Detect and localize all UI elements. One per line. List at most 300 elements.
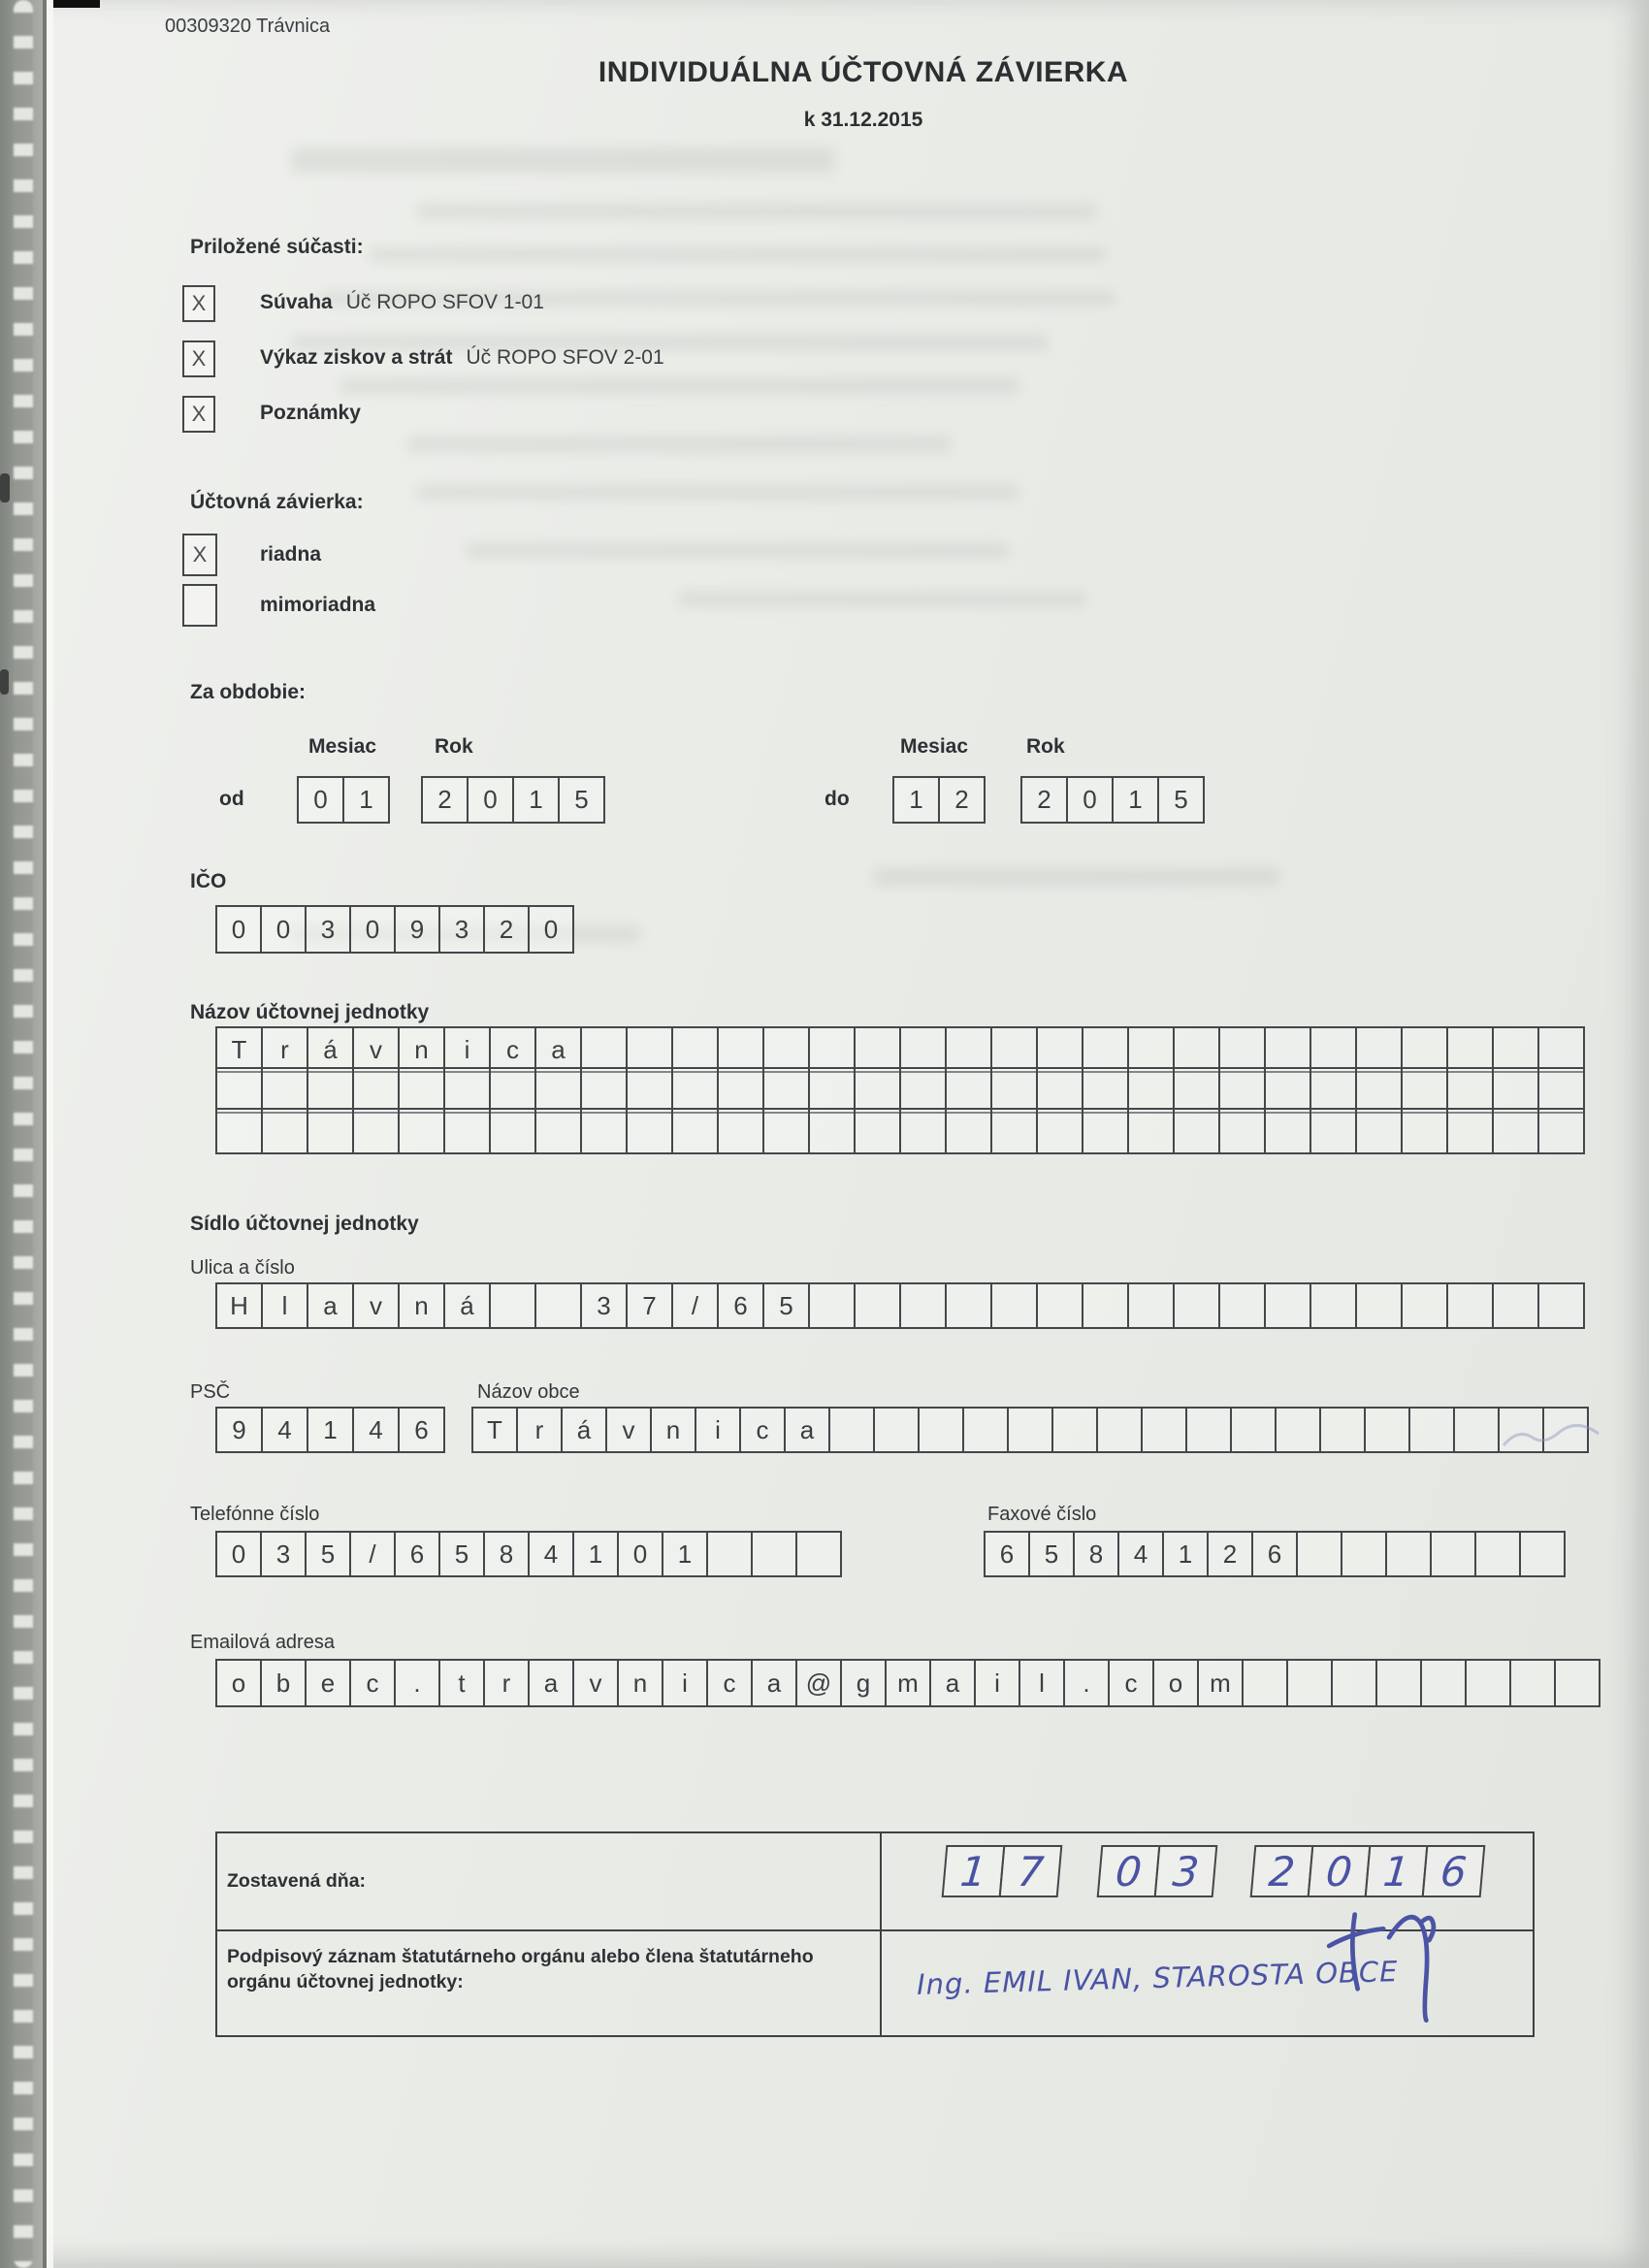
grid-cell [1218, 1108, 1266, 1154]
grid-cell [1492, 1067, 1539, 1114]
grid-cell: v [352, 1026, 400, 1073]
grid-cell: 3 [1154, 1845, 1218, 1897]
grid-cell: 1 [342, 776, 390, 824]
checkbox-mark: X [191, 346, 207, 371]
compiled-year-boxes [1252, 1845, 1483, 1897]
grid-cell [1430, 1531, 1476, 1577]
grid-cell: 1 [662, 1531, 708, 1577]
grid-cell: c [739, 1407, 786, 1453]
grid-cell: á [443, 1282, 491, 1329]
grid-cell [962, 1407, 1009, 1453]
grid-cell: 1 [942, 1845, 1006, 1897]
attachment-label-suvaha: Súvaha Úč ROPO SFOV 1-01 [260, 291, 544, 313]
grid-cell: r [483, 1659, 530, 1707]
grid-cell: i [974, 1659, 1020, 1707]
grid-cell: r [516, 1407, 563, 1453]
grid-cell: m [1197, 1659, 1244, 1707]
grid-cell: 6 [394, 1531, 440, 1577]
grid-cell: 2 [1250, 1845, 1314, 1897]
grid-cell: a [307, 1282, 354, 1329]
grid-cell [1310, 1067, 1357, 1114]
grid-cell [990, 1067, 1038, 1114]
grid-cell: 1 [572, 1531, 619, 1577]
psc-label: PSČ [190, 1381, 231, 1403]
grid-cell: 0 [467, 776, 514, 824]
grid-cell [1127, 1026, 1175, 1073]
attachment-label-poznamky: Poznámky [260, 402, 361, 424]
form-code: Úč ROPO SFOV 2-01 [466, 346, 664, 369]
bleedthrough-artifact [873, 868, 1280, 886]
grid-cell [1036, 1026, 1083, 1073]
grid-cell: 0 [349, 905, 396, 954]
grid-cell [1173, 1108, 1220, 1154]
grid-cell [1355, 1067, 1403, 1114]
grid-cell [1036, 1067, 1083, 1114]
handwritten-signatory-name: Ing. EMIL IVAN, STAROSTA OBCE [916, 1955, 1399, 2001]
grid-cell [1051, 1407, 1098, 1453]
grid-cell [751, 1531, 797, 1577]
grid-cell: 2 [1207, 1531, 1253, 1577]
grid-cell: 0 [215, 905, 262, 954]
grid-cell: 1 [307, 1407, 354, 1453]
grid-cell [1385, 1531, 1432, 1577]
grid-cell: l [261, 1282, 308, 1329]
town-boxes [471, 1407, 1589, 1453]
to-month-boxes [892, 776, 986, 824]
grid-cell [1474, 1531, 1521, 1577]
year-label-from: Rok [435, 735, 473, 758]
email-boxes [215, 1659, 1600, 1707]
binder-spiral-texture [14, 0, 33, 2268]
year-label-to: Rok [1026, 735, 1065, 758]
grid-cell [1401, 1282, 1448, 1329]
grid-cell [580, 1108, 628, 1154]
grid-cell [1355, 1108, 1403, 1154]
grid-cell [762, 1108, 810, 1154]
grid-cell [307, 1067, 354, 1114]
grid-cell [1492, 1108, 1539, 1154]
grid-cell: á [561, 1407, 607, 1453]
grid-cell [1310, 1026, 1357, 1073]
grid-cell: i [662, 1659, 708, 1707]
from-label: od [219, 788, 244, 810]
street-boxes [215, 1282, 1585, 1329]
grid-cell: 3 [438, 905, 485, 954]
grid-cell: 2 [938, 776, 986, 824]
grid-cell [1446, 1282, 1494, 1329]
checkbox-mimoriadna [182, 584, 217, 627]
grid-cell [1401, 1067, 1448, 1114]
table-column-divider [880, 1833, 882, 2035]
grid-cell: 4 [1117, 1531, 1164, 1577]
grid-cell [1446, 1108, 1494, 1154]
grid-cell: . [1063, 1659, 1110, 1707]
attachments-heading: Priložené súčasti: [190, 236, 364, 258]
grid-cell [717, 1067, 764, 1114]
grid-cell [945, 1026, 992, 1073]
grid-cell [1319, 1407, 1366, 1453]
compiled-day-boxes [944, 1845, 1060, 1897]
grid-cell: 1 [1112, 776, 1159, 824]
grid-cell [1509, 1659, 1556, 1707]
grid-cell [352, 1108, 400, 1154]
bleedthrough-artifact [417, 485, 1018, 500]
grid-cell: c [1108, 1659, 1154, 1707]
grid-cell [215, 1108, 263, 1154]
grid-cell [1519, 1531, 1566, 1577]
grid-cell [398, 1108, 445, 1154]
closing-heading: Účtovná závierka: [190, 491, 364, 513]
grid-cell [1401, 1026, 1448, 1073]
grid-cell [534, 1067, 582, 1114]
grid-cell [1185, 1407, 1232, 1453]
grid-cell [1173, 1067, 1220, 1114]
checkbox-mark: X [192, 542, 208, 567]
entity-name-row1 [215, 1026, 1585, 1073]
grid-cell [899, 1108, 947, 1154]
grid-cell: 1 [1162, 1531, 1209, 1577]
checkbox-mark: X [191, 291, 207, 315]
grid-cell: b [260, 1659, 307, 1707]
entity-name-row2 [215, 1067, 1585, 1114]
grid-cell [1465, 1659, 1511, 1707]
grid-cell [1036, 1282, 1083, 1329]
grid-cell [1218, 1067, 1266, 1114]
page-title: INDIVIDUÁLNA ÚČTOVNÁ ZÁVIERKA [598, 56, 1129, 88]
grid-cell [1492, 1026, 1539, 1073]
street-label: Ulica a číslo [190, 1257, 295, 1279]
grid-cell [443, 1108, 491, 1154]
grid-cell: v [605, 1407, 652, 1453]
grid-cell [1401, 1108, 1448, 1154]
grid-cell [990, 1282, 1038, 1329]
compiled-month-boxes [1099, 1845, 1215, 1897]
grid-cell [1036, 1108, 1083, 1154]
to-year-boxes [1020, 776, 1205, 824]
bleedthrough-artifact [407, 437, 951, 452]
to-label: do [824, 788, 850, 810]
fax-label: Faxové číslo [987, 1504, 1097, 1525]
grid-cell [854, 1067, 901, 1114]
grid-cell [706, 1531, 753, 1577]
grid-cell: a [534, 1026, 582, 1073]
grid-cell: a [784, 1407, 830, 1453]
entity-name-label: Názov účtovnej jednotky [190, 1001, 430, 1023]
grid-cell [1275, 1407, 1321, 1453]
grid-cell: t [438, 1659, 485, 1707]
grid-cell: 3 [305, 905, 351, 954]
grid-cell: n [650, 1407, 696, 1453]
registration-id: 00309320 Trávnica [165, 16, 331, 37]
month-label-to: Mesiac [900, 735, 969, 758]
grid-cell [307, 1108, 354, 1154]
grid-cell: 0 [1097, 1845, 1161, 1897]
grid-cell: 0 [260, 905, 307, 954]
grid-cell [489, 1067, 536, 1114]
grid-cell [1127, 1282, 1175, 1329]
grid-cell: a [929, 1659, 976, 1707]
grid-cell [1492, 1282, 1539, 1329]
grid-cell: / [349, 1531, 396, 1577]
grid-cell: 6 [1251, 1531, 1298, 1577]
grid-cell [1341, 1531, 1387, 1577]
grid-cell: n [398, 1026, 445, 1073]
scan-top-mark [53, 0, 100, 8]
checkbox-vykaz [182, 340, 215, 377]
grid-cell [1141, 1407, 1187, 1453]
grid-cell: n [398, 1282, 445, 1329]
grid-cell [762, 1067, 810, 1114]
grid-cell: c [489, 1026, 536, 1073]
grid-cell [808, 1026, 856, 1073]
grid-cell: c [706, 1659, 753, 1707]
grid-cell [1446, 1026, 1494, 1073]
grid-cell [489, 1282, 536, 1329]
grid-cell [352, 1067, 400, 1114]
grid-cell: @ [795, 1659, 842, 1707]
email-label: Emailová adresa [190, 1632, 335, 1653]
bleedthrough-artifact [369, 247, 1106, 262]
grid-cell [580, 1026, 628, 1073]
bleedthrough-artifact [340, 378, 1018, 394]
period-heading: Za obdobie: [190, 681, 306, 703]
grid-cell [1264, 1108, 1311, 1154]
bleedthrough-artifact [417, 204, 1096, 219]
grid-cell [1173, 1282, 1220, 1329]
grid-cell: H [215, 1282, 263, 1329]
grid-cell [1310, 1282, 1357, 1329]
form-code: Úč ROPO SFOV 1-01 [345, 291, 544, 313]
from-month-boxes [297, 776, 390, 824]
grid-cell [1310, 1108, 1357, 1154]
grid-cell: . [394, 1659, 440, 1707]
grid-cell [1355, 1282, 1403, 1329]
checkbox-mark: X [191, 402, 207, 426]
grid-cell [1127, 1067, 1175, 1114]
grid-cell [1420, 1659, 1467, 1707]
grid-cell: 0 [215, 1531, 262, 1577]
grid-cell [717, 1026, 764, 1073]
grid-cell [261, 1108, 308, 1154]
grid-cell: e [305, 1659, 351, 1707]
grid-cell [1453, 1407, 1500, 1453]
grid-cell [1264, 1282, 1311, 1329]
grid-cell: 6 [1422, 1845, 1486, 1897]
grid-cell [1230, 1407, 1277, 1453]
grid-cell: 1 [512, 776, 560, 824]
grid-cell: l [1018, 1659, 1065, 1707]
grid-cell [580, 1067, 628, 1114]
grid-cell: 3 [580, 1282, 628, 1329]
grid-cell [261, 1067, 308, 1114]
grid-cell [899, 1282, 947, 1329]
grid-cell: 2 [1020, 776, 1068, 824]
compiled-date-label: Zostavená dňa: [227, 1870, 367, 1892]
grid-cell [854, 1282, 901, 1329]
grid-cell [534, 1108, 582, 1154]
fax-boxes [984, 1531, 1566, 1577]
grid-cell [1375, 1659, 1422, 1707]
bleedthrough-artifact [291, 147, 834, 173]
grid-cell [873, 1407, 920, 1453]
paper-edge-highlight [47, 0, 53, 2268]
grid-cell [215, 1067, 263, 1114]
grid-cell [1218, 1282, 1266, 1329]
grid-cell: 6 [717, 1282, 764, 1329]
month-label-from: Mesiac [308, 735, 377, 758]
grid-cell: i [695, 1407, 741, 1453]
grid-cell [854, 1108, 901, 1154]
grid-cell: T [471, 1407, 518, 1453]
grid-cell [795, 1531, 842, 1577]
grid-cell: 5 [305, 1531, 351, 1577]
grid-cell [1082, 1282, 1129, 1329]
grid-cell [398, 1067, 445, 1114]
grid-cell [808, 1067, 856, 1114]
ico-boxes [215, 905, 574, 954]
grid-cell: 4 [528, 1531, 574, 1577]
attachment-label-vykaz: Výkaz ziskov a strát Úč ROPO SFOV 2-01 [260, 346, 664, 369]
grid-cell: n [617, 1659, 663, 1707]
grid-cell [1127, 1108, 1175, 1154]
grid-cell: 7 [999, 1845, 1063, 1897]
seat-heading: Sídlo účtovnej jednotky [190, 1213, 419, 1235]
grid-cell: g [840, 1659, 887, 1707]
grid-cell: 7 [626, 1282, 673, 1329]
grid-cell [1096, 1407, 1143, 1453]
grid-cell [1537, 1282, 1585, 1329]
grid-cell [828, 1407, 875, 1453]
grid-cell [534, 1282, 582, 1329]
checkbox-poznamky [182, 396, 215, 433]
grid-cell [1007, 1407, 1053, 1453]
psc-boxes [215, 1407, 445, 1453]
grid-cell [1408, 1407, 1455, 1453]
checkbox-riadna [182, 534, 217, 576]
grid-cell: 0 [1066, 776, 1114, 824]
grid-cell [626, 1026, 673, 1073]
grid-cell [854, 1026, 901, 1073]
grid-cell: 9 [215, 1407, 263, 1453]
grid-cell: 6 [398, 1407, 445, 1453]
grid-cell: r [261, 1026, 308, 1073]
grid-cell [1218, 1026, 1266, 1073]
phone-boxes [215, 1531, 842, 1577]
grid-cell [945, 1108, 992, 1154]
grid-cell: 0 [1308, 1845, 1372, 1897]
grid-cell [918, 1407, 964, 1453]
grid-cell: 8 [1073, 1531, 1119, 1577]
grid-cell: a [528, 1659, 574, 1707]
grid-cell [808, 1282, 856, 1329]
grid-cell [1264, 1067, 1311, 1114]
grid-cell [1331, 1659, 1377, 1707]
grid-cell [1537, 1067, 1585, 1114]
grid-cell [671, 1067, 719, 1114]
grid-cell: T [215, 1026, 263, 1073]
grid-cell: á [307, 1026, 354, 1073]
faint-ink-artifact [1499, 1411, 1615, 1460]
grid-cell [945, 1282, 992, 1329]
from-year-boxes [421, 776, 605, 824]
grid-cell [990, 1026, 1038, 1073]
grid-cell [808, 1108, 856, 1154]
grid-cell: 5 [1157, 776, 1205, 824]
grid-cell [1242, 1659, 1288, 1707]
grid-cell [443, 1067, 491, 1114]
grid-cell: 1 [892, 776, 940, 824]
grid-cell [1173, 1026, 1220, 1073]
statement-date: k 31.12.2015 [803, 109, 923, 131]
grid-cell: 2 [421, 776, 469, 824]
scan-speck [0, 473, 10, 502]
grid-cell [1355, 1026, 1403, 1073]
grid-cell [1082, 1067, 1129, 1114]
bleedthrough-artifact [679, 592, 1086, 606]
grid-cell [626, 1108, 673, 1154]
grid-cell [1082, 1108, 1129, 1154]
checkbox-suvaha [182, 285, 215, 322]
grid-cell [1554, 1659, 1600, 1707]
closing-label-mimoriadna: mimoriadna [260, 594, 376, 616]
town-label: Názov obce [477, 1381, 580, 1403]
grid-cell: a [751, 1659, 797, 1707]
grid-cell [1296, 1531, 1342, 1577]
grid-cell [626, 1067, 673, 1114]
grid-cell: 0 [297, 776, 344, 824]
grid-cell: i [443, 1026, 491, 1073]
grid-cell [489, 1108, 536, 1154]
grid-cell [671, 1026, 719, 1073]
grid-cell: 9 [394, 905, 440, 954]
grid-cell: 0 [617, 1531, 663, 1577]
ico-label: IČO [190, 870, 227, 892]
grid-cell [1286, 1659, 1333, 1707]
grid-cell [945, 1067, 992, 1114]
phone-label: Telefónne číslo [190, 1504, 320, 1525]
closing-label-riadna: riadna [260, 543, 322, 566]
grid-cell: m [885, 1659, 931, 1707]
grid-cell: 4 [352, 1407, 400, 1453]
bleedthrough-artifact [466, 543, 1009, 558]
grid-cell: 5 [1028, 1531, 1075, 1577]
grid-cell [1537, 1108, 1585, 1154]
grid-cell: 6 [984, 1531, 1030, 1577]
grid-cell: o [1152, 1659, 1199, 1707]
grid-cell: v [352, 1282, 400, 1329]
grid-cell: 5 [762, 1282, 810, 1329]
grid-cell: 8 [483, 1531, 530, 1577]
grid-cell [717, 1108, 764, 1154]
scan-speck [0, 669, 9, 695]
grid-cell [899, 1067, 947, 1114]
grid-cell [990, 1108, 1038, 1154]
grid-cell: c [349, 1659, 396, 1707]
grid-cell [1082, 1026, 1129, 1073]
grid-cell: 3 [260, 1531, 307, 1577]
signature-statement-label: Podpisový záznam štatutárneho orgánu alebo člena štatutárneho orgánu účtovnej jednotky: [227, 1946, 814, 1993]
grid-cell: 1 [1365, 1845, 1429, 1897]
grid-cell: v [572, 1659, 619, 1707]
grid-cell [1537, 1026, 1585, 1073]
grid-cell: 5 [438, 1531, 485, 1577]
grid-cell: / [671, 1282, 719, 1329]
grid-cell: 5 [558, 776, 605, 824]
grid-cell: 2 [483, 905, 530, 954]
grid-cell [899, 1026, 947, 1073]
grid-cell: o [215, 1659, 262, 1707]
grid-cell [762, 1026, 810, 1073]
